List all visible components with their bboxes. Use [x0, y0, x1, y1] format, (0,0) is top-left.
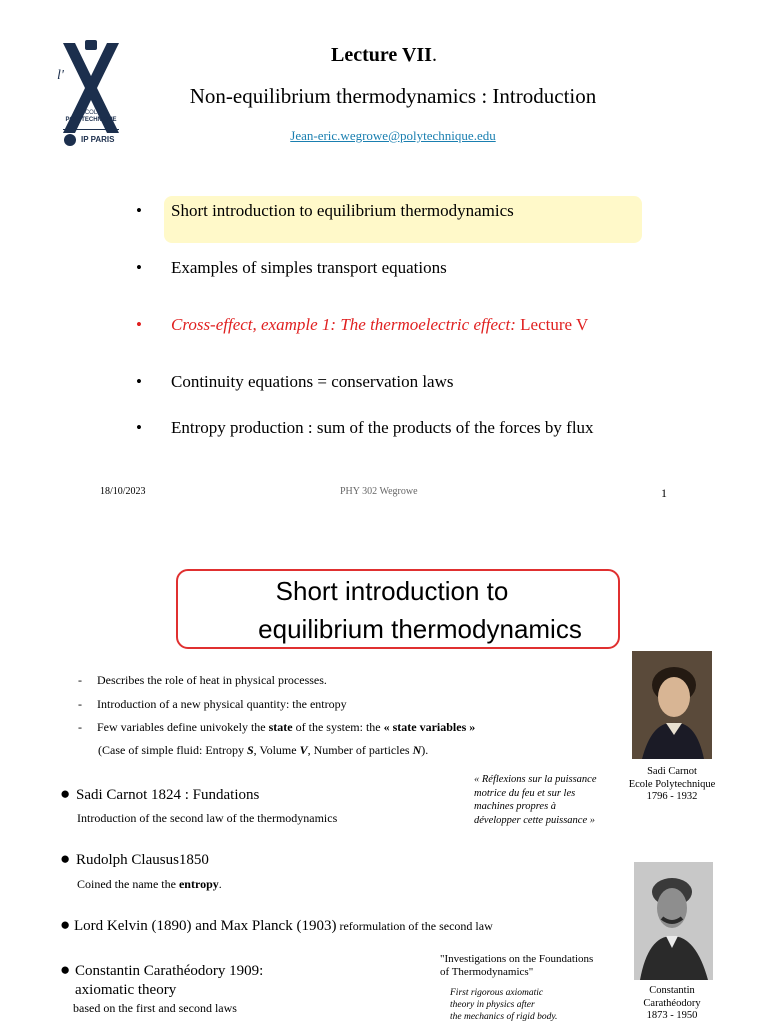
logo-ip-paris: IP PARIS [81, 135, 115, 144]
caratheodory-title [440, 953, 593, 979]
carnot-portrait [632, 651, 712, 759]
carnot-portrait-image-icon [632, 651, 712, 759]
fluid-v: V [299, 743, 308, 757]
clausius-name: Rudolph Clausus1850 [76, 852, 209, 868]
caratheodory-sub: based on the first and second laws [73, 1001, 237, 1015]
footer-date: 18/10/2023 [100, 486, 146, 497]
logo-l-letter: l' [57, 68, 64, 83]
fluid-n: N [412, 743, 422, 757]
lecture-subtitle: Non-equilibrium thermodynamics : Introduction [189, 84, 597, 108]
caratheodory-name-line2: axiomatic theory [75, 982, 177, 998]
logo-school-line1: ÉCOLE [80, 110, 102, 116]
desc-text: Describes the role of heat in physical processes. [97, 673, 327, 687]
carnot-sub: Introduction of the second law of the thermodynamics [77, 811, 338, 825]
desc-text: Few variables define univokely the [97, 720, 269, 734]
cara-caption-first: Constantin [649, 985, 695, 996]
carnot-quote [474, 773, 596, 827]
description-item-1 [78, 673, 327, 688]
carnot-caption-name: Sadi Carnot [647, 766, 697, 777]
author-email-link[interactable]: Jean-eric.wegrowe@polytechnique.edu [290, 128, 496, 143]
caratheodory-heading [60, 960, 263, 1000]
bullet-dot: • [136, 418, 142, 437]
bullet-text: Continuity equations = conservation laws [171, 372, 454, 391]
kelvin-dot: ● [60, 915, 71, 934]
footer-course: PHY 302 Wegrowe [340, 486, 418, 497]
caratheodory-quote [450, 987, 557, 1023]
bullet-dot: • [136, 372, 142, 391]
description-item-3 [78, 720, 475, 735]
clausius-sub-pre: Coined the name the [77, 877, 179, 891]
bullet-text-normal: Lecture V [515, 315, 589, 334]
bullet-item-3 [136, 315, 588, 335]
clausius-heading [60, 849, 209, 869]
carnot-caption-dates: 1796 - 1932 [646, 791, 698, 802]
bullet-dot: • [136, 201, 142, 220]
bullet-item-5 [136, 418, 594, 438]
carnot-quote-line: machines propres à [474, 801, 557, 812]
desc-dash: - [78, 720, 82, 734]
slide2-title-line2: equilibrium thermodynamics [258, 614, 582, 644]
caratheodory-caption [622, 985, 722, 1023]
fluid-m2: , Number of particles [307, 743, 413, 757]
simple-fluid-line [98, 743, 428, 758]
desc-text: Introduction of a new physical quantity: the entropy [97, 697, 347, 711]
bullet-dot: • [136, 258, 142, 277]
cara-quote-line: First rigorous axiomatic [450, 988, 544, 998]
cara-caption-last: Carathéodory [643, 997, 701, 1009]
fluid-end: ). [421, 743, 429, 757]
caratheodory-portrait [634, 862, 713, 980]
caratheodory-name-line1: Constantin Carathéodory 1909: [75, 963, 264, 979]
carnot-name: Sadi Carnot 1824 : Fundations [76, 787, 260, 803]
bullet-text: Examples of simples transport equations [171, 258, 447, 277]
kelvin-heading [60, 915, 493, 935]
carnot-caption-school: Ecole Polytechnique [628, 778, 716, 790]
lecture-title-suffix: . [431, 44, 437, 66]
bullet-text-italic: Cross-effect, example 1: The thermoelectric effect: [171, 315, 516, 334]
desc-bold-state-variables: « state variables » [383, 720, 476, 734]
cara-caption-dates: 1873 - 1950 [646, 1010, 698, 1021]
cara-title-line: of Thermodynamics" [440, 966, 534, 978]
kelvin-small: reformulation of the second law [336, 919, 493, 933]
carnot-quote-line: « Réflexions sur la puissance [474, 774, 597, 785]
carnot-caption [622, 766, 722, 804]
carnot-heading [60, 784, 259, 804]
clausius-sub-bold: entropy [178, 877, 219, 891]
slide2-title [176, 572, 664, 648]
clausius-sub [77, 877, 222, 892]
fluid-m1: , Volume [253, 743, 300, 757]
desc-bold-state: state [268, 720, 293, 734]
bullet-item-4 [136, 372, 454, 392]
bullet-text: Entropy production : sum of the products of the forces by flux [171, 418, 594, 437]
footer-page-number: 1 [661, 486, 667, 500]
description-item-2 [78, 697, 347, 712]
bullet-text: Short introduction to equilibrium thermodynamics [171, 201, 514, 220]
fluid-pre: (Case of simple fluid: Entropy [98, 743, 247, 757]
clausius-sub-end: . [218, 877, 222, 891]
kelvin-name: Lord Kelvin (1890) and Max Planck (1903) [74, 918, 337, 934]
bullet-item-1 [136, 201, 514, 221]
caratheodory-portrait-image-icon [634, 862, 713, 980]
carnot-quote-line: développer cette puissance » [474, 814, 595, 826]
bullet-dot: • [136, 315, 142, 334]
desc-text-mid: of the system: the [292, 720, 384, 734]
desc-dash: - [78, 697, 82, 711]
cara-quote-line: theory in physics after [450, 1000, 535, 1010]
clausius-dot: ● [60, 849, 71, 868]
cara-quote-line: the mechanics of rigid body. [450, 1012, 558, 1022]
fluid-s: S [246, 743, 254, 757]
desc-dash: - [78, 673, 82, 687]
cara-title-line: "Investigations on the Foundations [440, 953, 594, 965]
carnot-quote-line: motrice du feu et sur les [474, 787, 576, 799]
carnot-dot: ● [60, 784, 71, 803]
lecture-title-text: Lecture VII [331, 44, 432, 66]
lecture-title [0, 44, 768, 67]
bullet-item-2 [136, 258, 447, 278]
caratheodory-dot: ● [60, 960, 71, 979]
logo-school-line2: POLYTECHNIQUE [65, 117, 117, 123]
slide2-title-line1: Short introduction to [275, 576, 509, 606]
